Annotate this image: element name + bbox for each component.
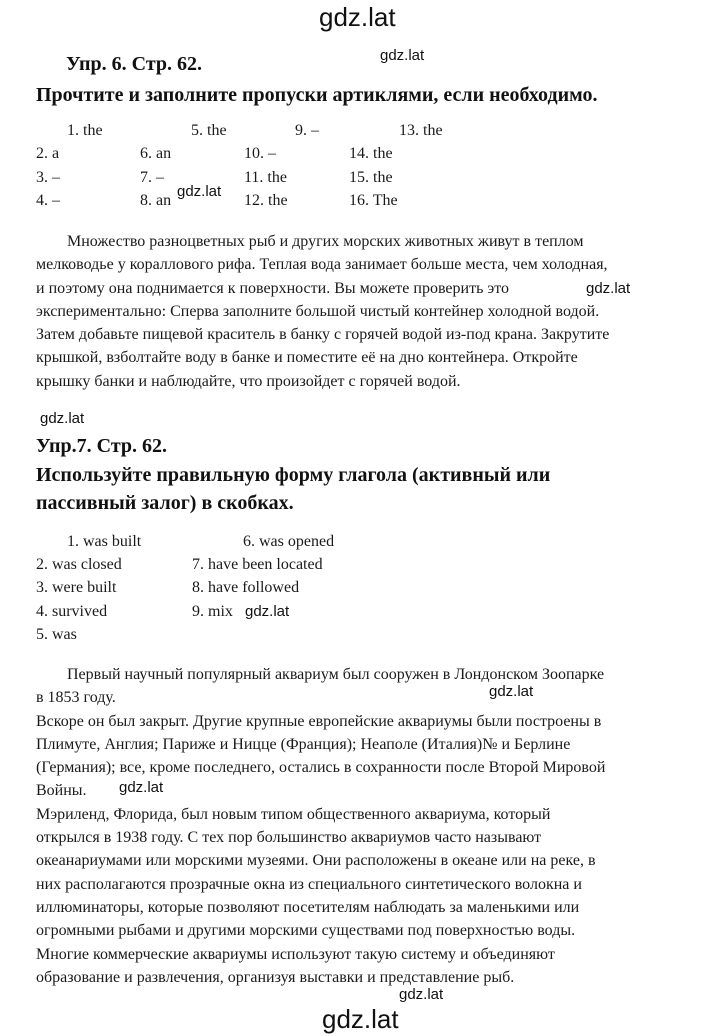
text-line: и поэтому она поднимается к поверхности. Вы можете проверить это (36, 279, 510, 297)
watermark-bottom: gdz.lat (322, 1004, 399, 1034)
answer-item: 3. – (36, 169, 60, 186)
text-line: (Германия); все, кроме последнего, остались в сохранности после Второй Мировой (36, 759, 606, 777)
text-line: крышку банки и наблюдайте, что произойдет с горячей водой. (36, 372, 461, 390)
text-line: огромными рыбами и другими морскими существами под поверхностью воды. (36, 922, 576, 940)
text-line: крышкой, взболтайте воду в банке и поместите её на дно контейнера. Откройте (36, 349, 578, 367)
watermark-small: gdz.lat (177, 183, 222, 200)
text-line: океанариумами или морскими музеями. Они расположены в океане или на реке, в (36, 852, 596, 870)
answer-item: 1. the (67, 122, 103, 139)
ex6-instruction: Прочтите и заполните пропуски артиклями, если необходимо. (36, 84, 598, 106)
answer-item: 7. have been located (192, 556, 323, 573)
answer-item: 15. the (349, 169, 393, 186)
text-line: Затем добавьте пищевой краситель в банку с горячей водой из-под крана. Закрутите (36, 326, 610, 344)
ex7-instruction-line2: пассивный залог) в скобках. (36, 492, 294, 514)
answer-item: 10. – (244, 145, 276, 162)
answer-item: 4. – (36, 192, 60, 209)
answer-item: 14. the (349, 145, 393, 162)
text-line: Плимуте, Англия; Париже и Ницце (Франция); Неаполе (Италия)№ и Берлине (36, 735, 571, 753)
answer-item: 6. was opened (243, 533, 335, 550)
ex7-title: Упр.7. Стр. 62. (36, 435, 168, 457)
watermark-small: gdz.lat (40, 410, 85, 427)
text-line: Первый научный популярный аквариум был сооружен в Лондонском Зоопарке (67, 666, 605, 683)
text-line: Войны. (36, 782, 87, 800)
answer-item: 5. was (36, 626, 77, 643)
ex6-title: Упр. 6. Стр. 62. (66, 53, 203, 75)
answer-item: 9. – (295, 122, 319, 139)
text-line: Множество разноцветных рыб и других морских животных живут в теплом (67, 233, 584, 250)
answer-item: 2. was closed (36, 556, 122, 573)
answer-item: 16. The (349, 192, 398, 209)
text-line: в 1853 году. (36, 689, 116, 707)
watermark-small: gdz.lat (245, 603, 290, 620)
answer-item: 8. have followed (192, 579, 300, 596)
text-line: открылся в 1938 году. С тех пор большинство аквариумов часто называют (36, 829, 542, 847)
answer-item: 1. was built (67, 533, 142, 550)
answer-item: 9. mix (192, 603, 233, 620)
text-line: Мэриленд, Флорида, был новым типом общественного аквариума, который (36, 805, 551, 823)
answer-item: 5. the (191, 122, 227, 139)
answer-item: 7. – (140, 169, 164, 186)
text-line: них располагаются прозрачные окна из специального синтетического волокна и (36, 875, 582, 893)
watermark-small: gdz.lat (586, 280, 631, 297)
answer-item: 6. an (140, 145, 172, 162)
answer-item: 8. an (140, 192, 172, 209)
watermark-small: gdz.lat (380, 47, 425, 64)
answer-item: 2. a (36, 145, 60, 162)
answer-item: 4. survived (36, 603, 108, 620)
text-line: Вскоре он был закрыт. Другие крупные европейские аквариумы были построены в (36, 712, 602, 730)
ex7-translation (36, 663, 686, 989)
answer-item: 11. the (244, 169, 287, 186)
ex7-instruction-line1: Используйте правильную форму глагола (активный или (36, 464, 551, 486)
text-line: экспериментально: Сперва заполните большой чистый контейнер холодной водой. (36, 302, 600, 320)
answer-item: 3. were built (36, 579, 117, 596)
answer-item: 12. the (244, 192, 288, 209)
watermark-small: gdz.lat (119, 779, 164, 796)
ex6-translation (36, 230, 686, 393)
watermark-top: gdz.lat (319, 2, 396, 32)
text-line: иллюминаторы, которые позволяют посетителям наблюдать за маленькими или (36, 898, 580, 916)
watermark-small: gdz.lat (489, 683, 534, 700)
answer-item: 13. the (399, 122, 443, 139)
text-line: мелководье у кораллового рифа. Теплая вода занимает больше места, чем холодная, (36, 256, 608, 274)
text-line: образование и развлечения, организуя выставки и представление рыб. (36, 968, 515, 986)
watermark-small: gdz.lat (399, 986, 444, 1003)
text-line: Многие коммерческие аквариумы используют такую систему и объединяют (36, 945, 555, 963)
